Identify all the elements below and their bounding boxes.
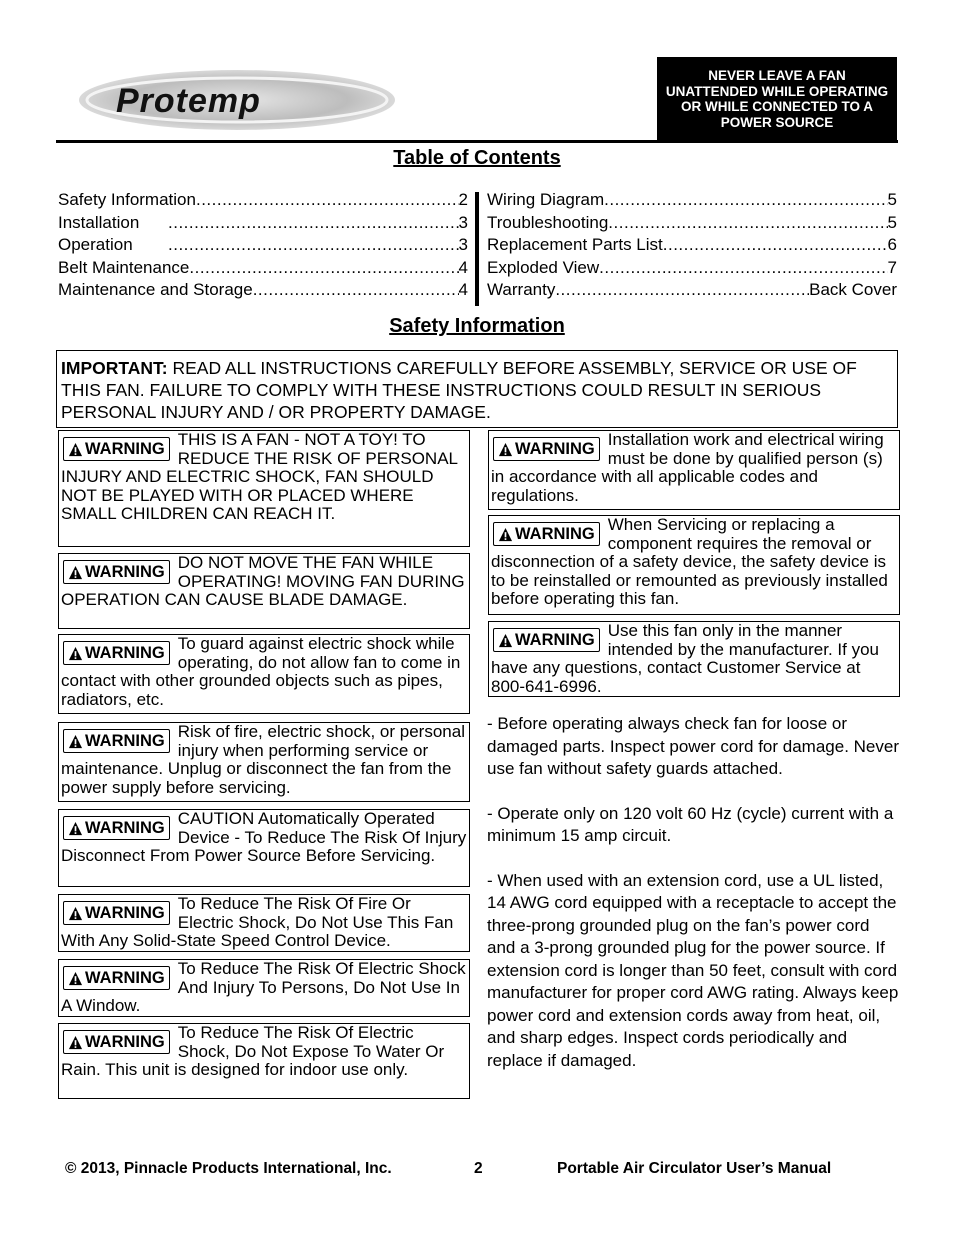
safety-notice (657, 57, 897, 141)
footer-manual-title: Portable Air Circulator User’s Manual (557, 1160, 832, 1177)
toc-entry[interactable] (487, 258, 897, 281)
warning-box (488, 430, 900, 510)
warning-text: To guard against electric shock while operating, do not allow fan to come in contact with other grounded objects such as pipes, radiators, etc. (61, 634, 461, 709)
toc-leader (189, 258, 458, 278)
warning-text: Risk of fire, electric shock, or personal injury when performing service or maintenance. Unplug or disconnect the fan from the power supply before servicing. (61, 722, 465, 797)
toc-left-column (58, 190, 468, 303)
toc-leader (608, 213, 887, 233)
warning-triangle-icon (498, 527, 513, 542)
warning-badge (493, 522, 600, 546)
toc-entry-label: Maintenance and Storage (58, 280, 253, 299)
warning-badge (63, 560, 170, 584)
warning-badge (493, 628, 600, 652)
safety-notice-text: NEVER LEAVE A FAN UNATTENDED WHILE OPERATING OR WHILE CONNECTED TO A POWER SOURCE (665, 68, 889, 130)
warning-label: WARNING (515, 525, 595, 543)
toc-leader (168, 235, 459, 255)
important-text: READ ALL INSTRUCTIONS CAREFULLY BEFORE ASSEMBLY, SERVICE OR USE OF THIS FAN. FAILURE TO COMPLY WITH THESE INSTRUCTIONS COULD RESULT IN SERIOUS PERSONAL INJURY AND / OR PROPERTY DAMAGE. (61, 358, 857, 422)
toc-entry-page: 4 (458, 257, 468, 277)
warning-badge (63, 641, 170, 665)
warning-triangle-icon (68, 442, 83, 457)
warning-triangle-icon (68, 971, 83, 986)
warning-triangle-icon (68, 1035, 83, 1050)
toc-leader (253, 280, 459, 300)
toc-right-column (487, 190, 897, 303)
warning-text: Installation work and electrical wiring must be done by qualified person (s) in accordance with all applicable codes and regulations. (491, 430, 884, 505)
toc-leader (604, 190, 887, 210)
warning-badge (63, 816, 170, 840)
warning-box (488, 621, 900, 697)
toc-entry[interactable] (58, 235, 468, 258)
warning-badge (63, 901, 170, 925)
toc-entry-label: Exploded View (487, 257, 600, 277)
toc-entry[interactable] (58, 258, 468, 281)
warning-text: DO NOT MOVE THE FAN WHILE OPERATING! MOVING FAN DURING OPERATION CAN CAUSE BLADE DAMAGE. (61, 553, 465, 609)
warning-text: CAUTION Automatically Operated Device - To Reduce The Risk Of Injury Disconnect From Power Source Before Servicing. (61, 809, 467, 865)
toc-entry-label: Troubleshooting (487, 212, 609, 232)
safety-bullet: - Operate only on 120 volt 60 Hz (cycle) current with a minimum 15 amp circuit. (487, 803, 894, 845)
footer-page-number: 2 (474, 1160, 483, 1177)
warning-label: WARNING (85, 732, 165, 750)
toc-entry[interactable] (58, 280, 468, 303)
warning-badge (493, 437, 600, 461)
toc-leader (599, 258, 887, 278)
toc-entry-page: 2 (458, 190, 468, 209)
footer-copyright: © 2013, Pinnacle Products International, Inc. (65, 1160, 392, 1177)
warning-box (58, 430, 470, 547)
toc-entry[interactable] (58, 213, 468, 236)
toc-entry-page: 5 (887, 212, 897, 232)
warning-text: To Reduce The Risk Of Electric Shock, Do Not Expose To Water Or Rain. This unit is designed for indoor use only. (61, 1023, 445, 1079)
warning-triangle-icon (498, 633, 513, 648)
warning-label: WARNING (85, 969, 165, 987)
warning-badge (63, 966, 170, 990)
toc-entry-page: 7 (887, 257, 897, 277)
warning-label: WARNING (85, 1033, 165, 1051)
toc-leader (168, 213, 459, 233)
warning-box (58, 722, 470, 802)
warning-label: WARNING (85, 440, 165, 458)
warning-box (58, 1023, 470, 1099)
toc-entry-page: 4 (458, 280, 468, 299)
warning-triangle-icon (68, 821, 83, 836)
warning-triangle-icon (68, 646, 83, 661)
warning-triangle-icon (68, 565, 83, 580)
warning-label: WARNING (85, 819, 165, 837)
toc-entry-page: Back Cover (809, 280, 897, 299)
warning-text: When Servicing or replacing a component requires the removal or disconnection of a safety device, the safety device is to be reinstalled or remounted as previously installed before operating this fan. (491, 515, 888, 608)
warning-triangle-icon (68, 734, 83, 749)
warning-label: WARNING (515, 440, 595, 458)
warning-text: To Reduce The Risk Of Electric Shock And Injury To Persons, Do Not Use In A Window. (61, 959, 466, 1015)
important-label: IMPORTANT: (61, 358, 168, 378)
toc-entry[interactable] (487, 190, 897, 213)
safety-bullets (487, 713, 899, 1094)
warning-label: WARNING (85, 904, 165, 922)
warning-box (58, 553, 470, 629)
warning-text: Use this fan only in the manner intended by the manufacturer. If you have any questions, contact Customer Service at 800-641-6996. (491, 621, 879, 696)
toc-entry-page: 5 (887, 190, 897, 209)
toc-entry-page: 6 (887, 235, 897, 254)
warning-triangle-icon (68, 906, 83, 921)
toc-entry[interactable] (58, 190, 468, 213)
warning-box (58, 809, 470, 887)
toc-divider (475, 192, 479, 306)
warning-triangle-icon (498, 442, 513, 457)
safety-title: Safety Information (389, 315, 565, 337)
toc-entry-label: Safety Information (58, 190, 196, 209)
brand-text: Protemp (116, 82, 261, 120)
toc-title: Table of Contents (393, 147, 561, 169)
warning-badge (63, 1030, 170, 1054)
toc-entry-label: Installation (58, 212, 140, 232)
toc-entry-label: Replacement Parts List (487, 235, 663, 254)
toc-leader (555, 280, 809, 300)
toc-entry[interactable] (487, 213, 897, 236)
warning-badge (63, 437, 170, 461)
warning-badge (63, 729, 170, 753)
toc-entry-page: 3 (458, 235, 468, 254)
warning-box (58, 894, 470, 952)
toc-entry-label: Belt Maintenance (58, 257, 190, 277)
toc-entry[interactable] (487, 235, 897, 258)
toc-leader (663, 235, 888, 255)
warning-label: WARNING (515, 631, 595, 649)
warning-box (488, 515, 900, 615)
safety-bullet: - When used with an extension cord, use a UL listed, 14 AWG cord equipped with a receptacle to accept the three-prong grounded plug on the fan’s power cord and a 3-prong grounded plug for the power source. If extension cord is longer than 50 feet, consult with cord manufacturer for proper cord AWG rating. Always keep power cord and extension cords away from heat, oil, and sharp edges. Inspect cords periodically and replace if damaged. (487, 870, 899, 1070)
toc-entry-label: Wiring Diagram (487, 190, 605, 209)
protemp-logo (72, 64, 402, 134)
safety-bullet: - Before operating always check fan for loose or damaged parts. Inspect power cord for damage. Never use fan without safety guards attached. (487, 714, 899, 778)
toc-leader (196, 190, 459, 210)
warning-box (58, 959, 470, 1017)
toc-entry-label: Operation (58, 235, 133, 254)
warning-text: To Reduce The Risk Of Fire Or Electric Shock, Do Not Use This Fan With Any Solid-State Speed Control Device. (61, 894, 454, 950)
toc-entry-page: 3 (458, 212, 468, 232)
header-rule (56, 140, 898, 143)
warning-text: THIS IS A FAN - NOT A TOY! TO REDUCE THE RISK OF PERSONAL INJURY AND ELECTRIC SHOCK, FAN SHOULD NOT BE PLAYED WITH OR PLACED WHERE SMALL CHILDREN CAN REACH IT. (61, 430, 458, 523)
toc-entry-label: Warranty (487, 280, 556, 299)
warning-label: WARNING (85, 644, 165, 662)
important-notice (56, 350, 898, 428)
warning-box (58, 634, 470, 714)
warning-label: WARNING (85, 563, 165, 581)
toc-entry[interactable] (487, 280, 897, 303)
